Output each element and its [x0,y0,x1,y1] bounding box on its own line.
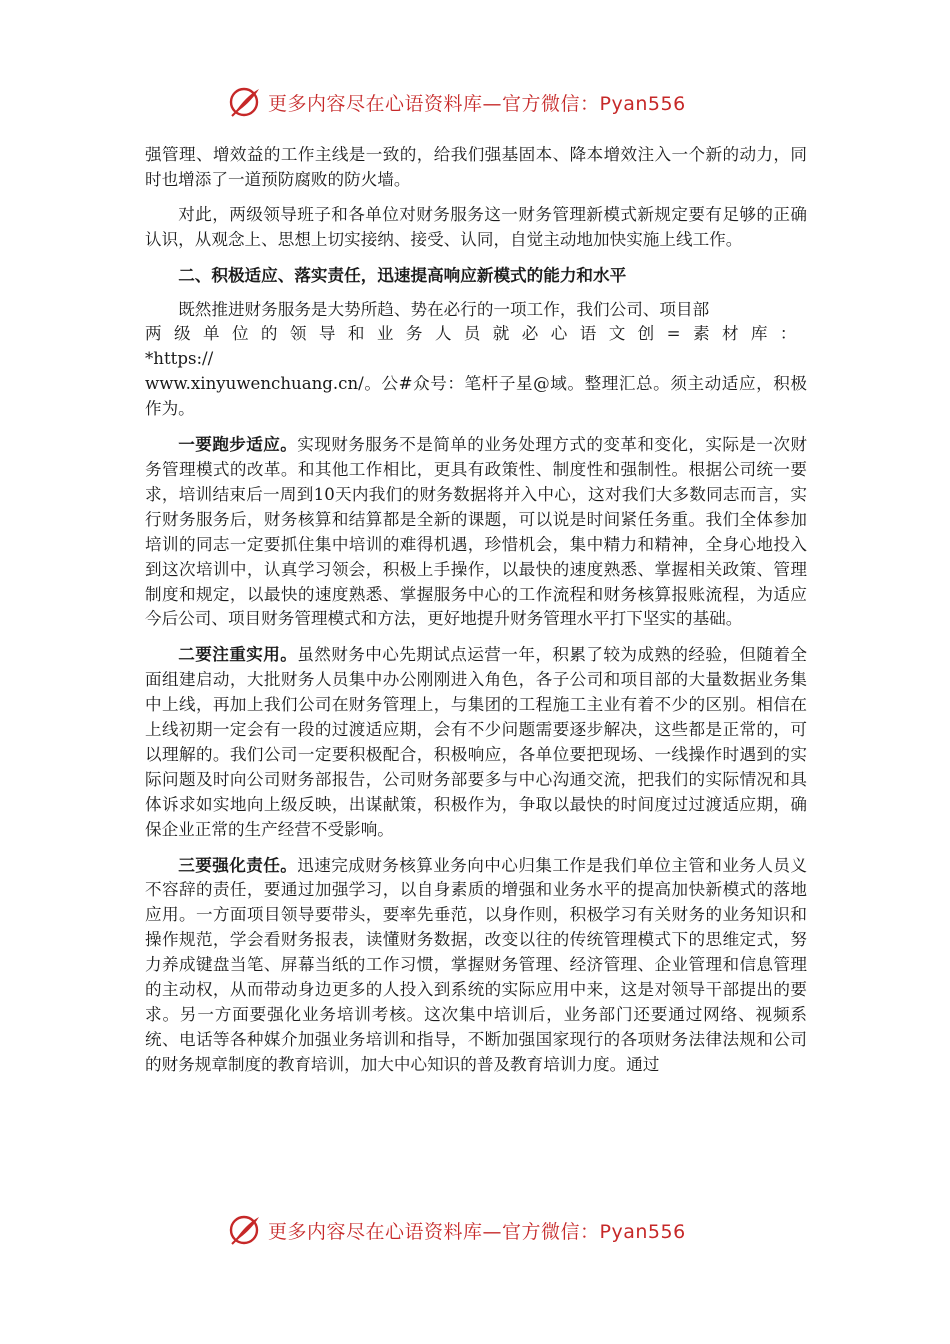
paragraph-text: 迅速完成财务核算业务向中心归集工作是我们单位主管和业务人员义不容辞的责任，要通过加强学习，以自身素质的增强和业务水平的提高加快新模式的落地应用。一方面项目领导要带头，要率先垂范，以身作则，积极学习有关财务的业务知识和操作规范，学会看财务报表，读懂财务数据，改变以往的传统管理模式下的思维定式，努力养成键盘当笔、屏幕当纸的工作习惯，掌握财务管理、经济管理、企业管理和信息管理的主动权，从而带动身边更多的人投入到系统的实际应用中来，这是对领导干部提出的要求。另一方面要强化业务培训考核。这次集中培训后，业务部门还要通过网络、视频系统、电话等各种媒介加强业务培训和指导，不断加强国家现行的各项财务法律法规和公司的财务规章制度的教育培训，加大中心知识的普及教育培训力度。通过 [145,855,808,1074]
paragraph: 强管理、增效益的工作主线是一致的，给我们强基固本、降本增效注入一个新的动力，同时也增添了一道预防腐败的防火墙。 [145,145,807,189]
banner-text: 更多内容尽在心语资料库—官方微信：Pyan556 [268,1220,686,1243]
quill-logo-icon [228,1213,262,1247]
paragraph [145,853,807,1078]
footer-banner [228,1210,748,1250]
header-banner [228,82,748,122]
quill-logo-icon [228,85,262,119]
paragraph-text: 实现财务服务不是简单的业务处理方式的变革和变化，实际是一次财务管理模式的改革。和其他工作相比，更具有政策性、制度性和强制性。根据公司统一要求，培训结束后一周到10天内我们的财务数据将并入中心，这对我们大多数同志而言，实行财务服务后，财务核算和结算都是全新的课题，可以说是时间紧任务重。我们全体参加培训的同志一定要抓住集中培训的难得机遇，珍惜机会，集中精力和精神，全身心地投入到这次培训中，认真学习领会，积极上手操作，以最快的速度熟悉、掌握相关政策、管理制度和规定，以最快的速度熟悉、掌握服务中心的工作流程和财务核算报账流程，为适应今后公司、项目财务管理模式和方法，更好地提升财务管理水平打下坚实的基础。 [145,435,808,629]
paragraph-text: 虽然财务中心先期试点运营一年，积累了较为成熟的经验，但随着全面组建启动，大批财务人员集中办公刚刚进入角色，各子公司和项目部的大量数据业务集中上线，再加上我们公司在财务管理上，与集团的工程施工主业有着不少的区别。相信在上线初期一定会有一段的过渡适应期，会有不少问题需要逐步解决，这些都是正常的，可以理解的。我们公司一定要积极配合，积极响应，各单位要把现场、一线操作时遇到的实际问题及时向公司财务部报告，公司财务部要多与中心沟通交流，把我们的实际情况和具体诉求如实地向上级反映，出谋献策，积极作为，争取以最快的时间度过过渡适应期，确保企业正常的生产经营不受影响。 [145,645,808,839]
paragraph [145,432,807,632]
paragraph-line: 两级单位的领导和业务人员就必心语文创=素材库： [145,324,807,344]
paragraph [145,642,807,842]
paragraph-lead: 二要注重实用。 [178,644,298,665]
paragraph-lead: 三要强化责任。 [178,854,298,875]
paragraph-line: 既然推进财务服务是大势所趋、势在必行的一项工作，我们公司、项目部 [178,299,710,319]
paragraph-lead: 一要跑步适应。 [178,434,298,455]
section-heading: 二、积极适应、落实责任，迅速提高响应新模式的能力和水平 [178,264,627,285]
banner-text: 更多内容尽在心语资料库—官方微信：Pyan556 [268,92,686,115]
paragraph-rest: www.xinyuwenchuang.cn/。公#众号：笔杆子星@域。整理汇总。须主动适应，积极作为。 [145,374,807,419]
url-fragment: *https:// [145,349,214,369]
document-body [145,143,807,1078]
paragraph: 对此，两级领导班子和各单位对财务服务这一财务管理新模式新规定要有足够的正确认识，从观念上、思想上切实接纳、接受、认同，自觉主动地加快实施上线工作。 [145,204,807,249]
paragraph [145,298,807,423]
